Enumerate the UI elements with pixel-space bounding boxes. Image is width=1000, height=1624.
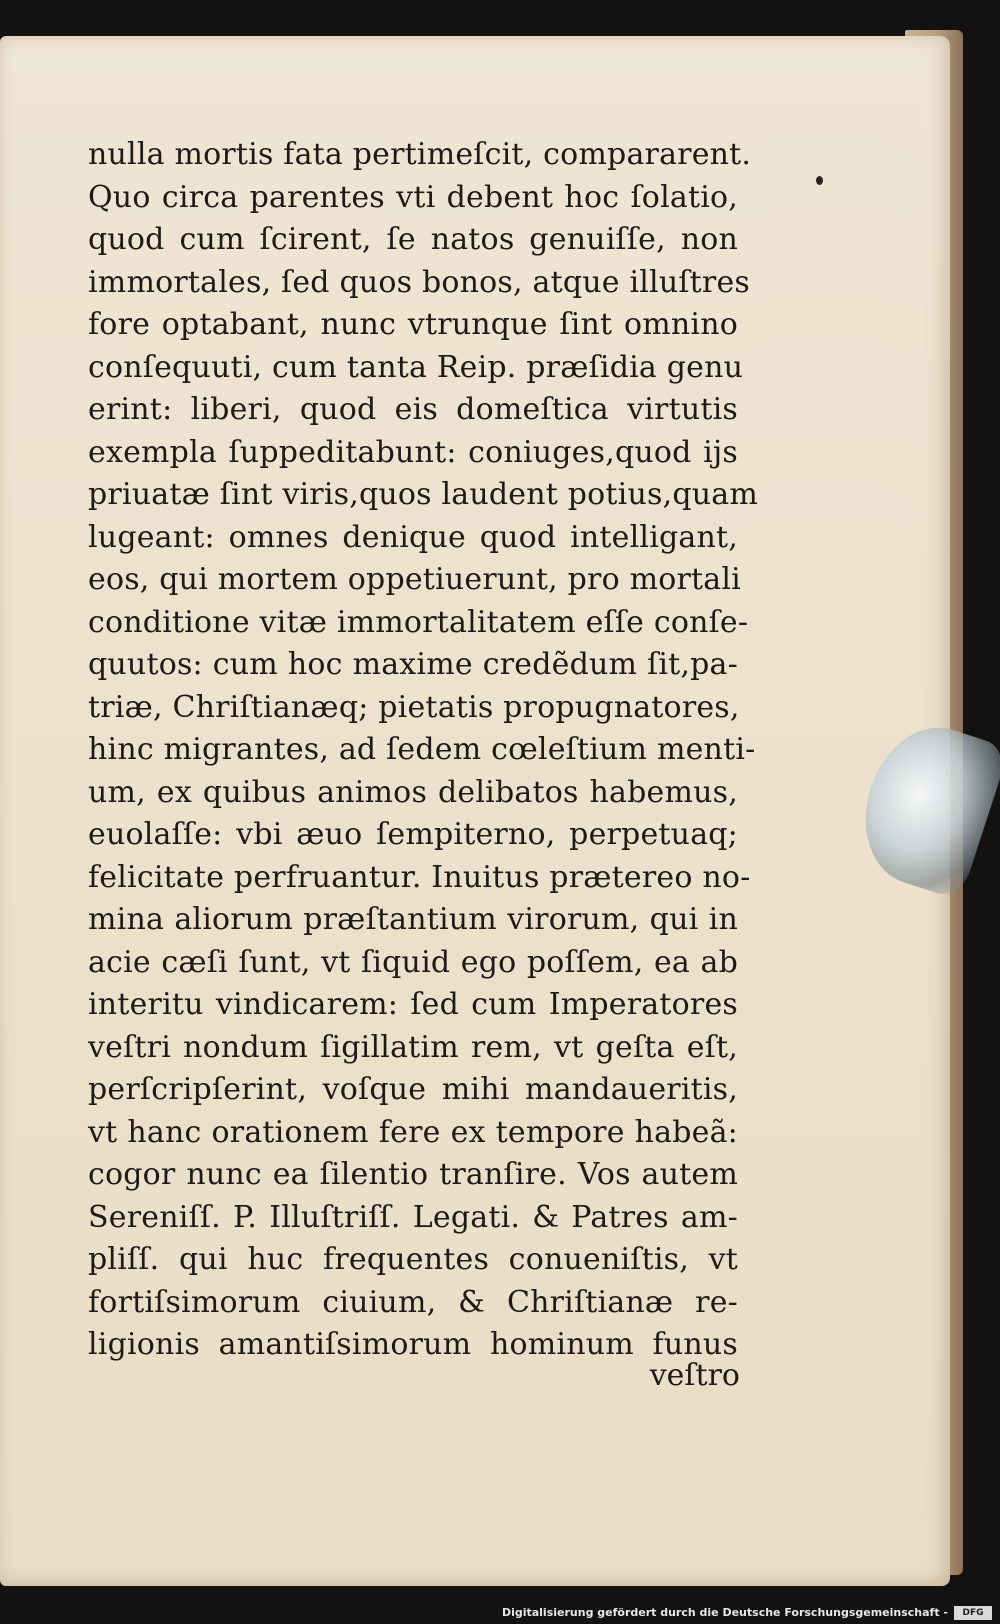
text-line: hinc migrantes, ad ſedem cœleſtium menti- xyxy=(88,732,756,767)
text-line: Quo circa parentes vti debent hoc ſolatio, xyxy=(88,179,738,215)
text-line: immortales, ſed quos bonos, atque illuſtres xyxy=(88,264,750,300)
text-line: eos, qui mortem oppetiuerunt, pro mortali xyxy=(88,562,741,597)
text-line: vt hanc orationem fere ex tempore habeã: xyxy=(88,1114,738,1150)
text-line: acie cæſi ſunt, vt ſiquid ego poſſem, ea ab xyxy=(88,944,738,980)
text-line: nulla mortis fata pertimeſcit, compararent. xyxy=(88,137,752,172)
text-line: conditione vitæ immortalitatem eſſe conſe- xyxy=(88,604,749,640)
text-line: perſcripſerint, voſque mihi mandaueritis, xyxy=(88,1072,738,1107)
text-line: euolaſſe: vbi æuo ſempiterno, perpetuaq; xyxy=(88,817,738,852)
text-line: mina aliorum præſtantium virorum, qui in xyxy=(88,902,738,937)
ink-mark xyxy=(816,176,823,185)
text-line: interitu vindicarem: ſed cum Imperatores xyxy=(88,987,738,1022)
text-line: ligionis amantiſsimorum hominum funus xyxy=(88,1327,738,1362)
catchword: veſtro xyxy=(649,1358,740,1393)
text-line: um, ex quibus animos delibatos habemus, xyxy=(88,774,738,810)
text-line: pliſſ. qui huc frequentes conueniſtis, vt xyxy=(88,1242,738,1277)
dfg-logo: DFG xyxy=(954,1606,992,1620)
text-line: veſtri nondum ſigillatim rem, vt geſta eſt, xyxy=(88,1029,738,1065)
text-line: conſequuti, cum tanta Reip. præſidia genu xyxy=(88,349,744,385)
page-text xyxy=(88,134,758,1367)
book-page xyxy=(0,36,950,1586)
digitization-credit: Digitalisierung gefördert durch die Deutsche Forschungsgemeinschaft - xyxy=(501,1606,948,1619)
text-line: triæ, Chriſtianæq; pietatis propugnatores, xyxy=(88,689,740,725)
text-line: felicitate perfruantur. Inuitus prætereo no- xyxy=(88,859,751,895)
text-line: fortiſsimorum ciuium, & Chriſtianæ re- xyxy=(88,1284,738,1320)
text-line: quutos: cum hoc maxime credẽdum ſit,pa- xyxy=(88,647,738,682)
text-line: quod cum ſcirent, ſe natos genuiſſe, non xyxy=(88,222,738,257)
text-line: lugeant: omnes denique quod intelligant, xyxy=(88,519,738,555)
text-line: cogor nunc ea ſilentio tranſire. Vos autem xyxy=(88,1157,738,1192)
text-line: priuatæ ſint viris,quos laudent potius,quam xyxy=(88,477,758,512)
text-line: exempla ſuppeditabunt: coniuges,quod ijs xyxy=(88,434,738,470)
text-line: Sereniſſ. P. Illuſtriſſ. Legati. & Patres am- xyxy=(88,1199,738,1235)
text-line: fore optabant, nunc vtrunque ſint omnino xyxy=(88,307,738,342)
text-line: erint: liberi, quod eis domeſtica virtutis xyxy=(88,392,738,427)
